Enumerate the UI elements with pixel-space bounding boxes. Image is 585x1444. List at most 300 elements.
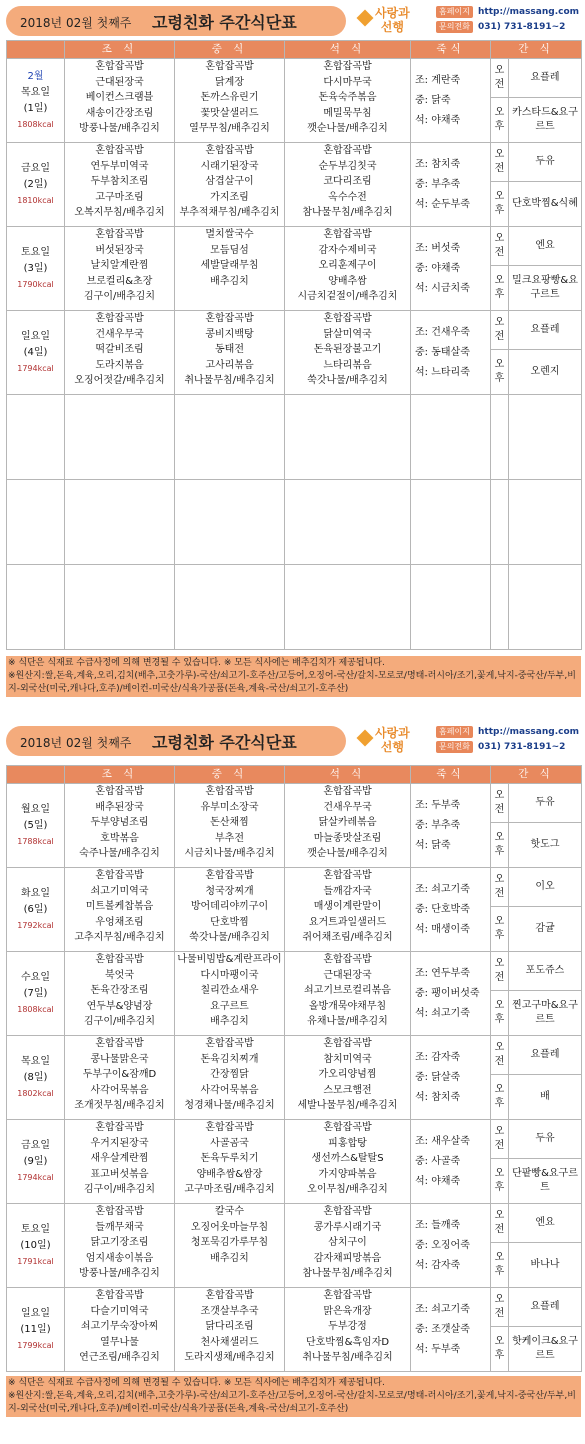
menu-item: 양배추쌈 xyxy=(328,275,367,287)
pm-label xyxy=(491,1327,509,1372)
day-label xyxy=(7,1120,65,1204)
menu-item: 우거지된장국 xyxy=(90,1137,149,1149)
menu-item: 날치알계란찜 xyxy=(90,260,149,271)
menu-item: 맑은육개장 xyxy=(323,1305,372,1317)
menu-item: 취나물무침/배추김치 xyxy=(302,1352,393,1363)
menu-item: 북엇국 xyxy=(105,969,134,981)
menu-item: 마늘종맛살조림 xyxy=(313,832,382,844)
snack-pm xyxy=(509,1075,582,1120)
empty-cell xyxy=(491,480,509,565)
menu-item: 호박볶음 xyxy=(100,832,139,844)
snack-am xyxy=(509,59,582,98)
menu-item: 혼합잡곡밥 xyxy=(323,229,372,240)
day-label xyxy=(7,227,65,311)
porridge-item: 석: 순두부죽 xyxy=(415,198,470,210)
col-snack: 간 식 xyxy=(491,41,582,59)
ampm-char: 오 xyxy=(494,317,505,328)
menu-item: 혼합잡곡밥 xyxy=(323,870,372,881)
menu-item: 닭계장 xyxy=(215,76,244,88)
breakfast-cell xyxy=(65,1036,175,1120)
menu-item: 혼합잡곡밥 xyxy=(323,313,372,324)
menu-item: 세발나물무침/배추김치 xyxy=(297,1100,398,1111)
menu-item: 콩가루시래기국 xyxy=(313,1221,382,1233)
snack-text: 카스타드&요구르트 xyxy=(512,107,578,132)
menu-item: 미트볼케찹볶음 xyxy=(85,901,154,912)
title-date: 2018년 02월 첫째주 xyxy=(20,16,132,30)
menu-item: 오징어옷마늘무침 xyxy=(190,1221,269,1233)
ampm-char: 전 xyxy=(494,1224,505,1235)
origin-text: ※원산지:쌀,돈육,계육,오리,김치(배추,고춧가루)-국산/쇠고기-호주산/고등어,오징어-국산/갈치-모로코/명태-러시아/조기,꽃게,낙지-중국산/두부,비지-외국산(미국,캐나다,호주)/베이컨-미국산/식육가공품(돈육,계육-국산/쇠고기-호주산) xyxy=(8,671,576,694)
menu-item: 쑥갓나물/배추김치 xyxy=(307,375,388,386)
empty-cell xyxy=(509,480,582,565)
ampm-char: 후 xyxy=(494,1266,505,1277)
porridge-item: 조: 쇠고기죽 xyxy=(415,1303,470,1315)
logo-line-1: 사랑과 xyxy=(375,726,410,740)
day-number: (8일) xyxy=(23,1071,48,1083)
snack-text: 핫케이크&요구르트 xyxy=(512,1336,578,1361)
menu-item: 다슬기미역국 xyxy=(90,1305,149,1317)
ampm-char: 오 xyxy=(494,1042,505,1053)
lunch-cell xyxy=(175,868,285,952)
ampm-char: 오 xyxy=(494,275,505,286)
pm-label xyxy=(491,350,509,395)
col-porridge: 죽식 xyxy=(411,766,491,784)
porridge-item: 석: 야채죽 xyxy=(415,1175,461,1187)
dinner-cell xyxy=(285,311,411,395)
menu-item: 요거트과일샐러드 xyxy=(308,916,387,928)
menu-item: 참치미역국 xyxy=(323,1053,372,1065)
ampm-char: 전 xyxy=(494,79,505,90)
empty-cell xyxy=(65,395,175,480)
menu-item: 방어데리야끼구이 xyxy=(190,901,269,912)
menu-item: 다시마무국 xyxy=(323,76,372,88)
empty-cell xyxy=(285,480,411,565)
snack-pm xyxy=(509,350,582,395)
snack-text: 엔요 xyxy=(535,1217,555,1228)
day-name: 토요일 xyxy=(21,1223,50,1235)
title-date: 2018년 02월 첫째주 xyxy=(20,736,132,750)
heart-icon xyxy=(357,730,374,747)
weekly-menu-sheet-2 xyxy=(0,716,585,1444)
am-label xyxy=(491,311,509,350)
lunch-cell xyxy=(175,1036,285,1120)
breakfast-cell xyxy=(65,784,175,868)
porridge-cell xyxy=(411,143,491,227)
phone-number: 031) 731-8191~2 xyxy=(478,742,566,752)
menu-item: 간장찜닭 xyxy=(210,1069,249,1080)
empty-cell xyxy=(491,395,509,480)
menu-item: 돈육간장조림 xyxy=(90,985,149,996)
snack-pm xyxy=(509,1327,582,1372)
porridge-cell xyxy=(411,952,491,1036)
menu-item: 혼합잡곡밥 xyxy=(95,1122,144,1133)
menu-item: 우엉채조림 xyxy=(95,916,144,928)
column-header-row xyxy=(7,766,582,784)
day-number: (5일) xyxy=(23,819,48,831)
porridge-item: 석: 야채죽 xyxy=(415,114,461,126)
snack-text: 찐고구마&요구르트 xyxy=(512,1000,578,1025)
porridge-item: 중: 오징어죽 xyxy=(415,1239,470,1251)
ampm-char: 오 xyxy=(494,107,505,118)
am-label xyxy=(491,59,509,98)
menu-item: 근대된장국 xyxy=(323,969,372,981)
homepage-link[interactable]: http://massang.com xyxy=(478,727,580,737)
menu-item: 혼합잡곡밥 xyxy=(95,61,144,72)
day-row xyxy=(7,1204,582,1243)
ampm-char: 후 xyxy=(494,1098,505,1109)
menu-item: 느타리볶음 xyxy=(323,359,372,371)
day-name: 월요일 xyxy=(21,803,50,815)
ampm-char: 후 xyxy=(494,205,505,216)
menu-item: 청경채나물/배추김치 xyxy=(184,1100,275,1111)
empty-cell xyxy=(7,480,65,565)
porridge-item: 석: 닭죽 xyxy=(415,839,451,851)
ampm-char: 후 xyxy=(494,1350,505,1361)
ampm-char: 오 xyxy=(494,1126,505,1137)
porridge-item: 중: 조갯살죽 xyxy=(415,1323,470,1335)
menu-item: 김구이/배추김치 xyxy=(84,1016,155,1027)
breakfast-cell xyxy=(65,59,175,143)
menu-item: 사각어묵볶음 xyxy=(200,1084,259,1096)
menu-item: 도라지생채/배추김치 xyxy=(184,1352,275,1363)
sheet-header xyxy=(0,0,585,44)
menu-item: 닭다리조림 xyxy=(205,1321,254,1332)
menu-item: 두부참치조림 xyxy=(90,176,149,187)
day-name: 화요일 xyxy=(21,887,50,899)
calorie-label: 1810kcal xyxy=(17,195,54,205)
lunch-cell xyxy=(175,1204,285,1288)
menu-item: 혼합잡곡밥 xyxy=(323,954,372,965)
day-row xyxy=(7,227,582,266)
ampm-char: 오 xyxy=(494,1294,505,1305)
menu-item: 돈육김치찌개 xyxy=(200,1053,259,1065)
dinner-cell xyxy=(285,952,411,1036)
day-row xyxy=(7,59,582,98)
lunch-cell xyxy=(175,311,285,395)
footnote xyxy=(6,656,581,697)
day-number: (6일) xyxy=(23,903,48,915)
menu-item: 닭살미역국 xyxy=(323,328,372,340)
menu-table xyxy=(6,40,582,650)
ampm-char: 오 xyxy=(494,790,505,801)
menu-item: 떡갈비조림 xyxy=(95,344,144,355)
porridge-cell xyxy=(411,868,491,952)
menu-item: 혼합잡곡밥 xyxy=(95,145,144,156)
menu-item: 양배추쌈&쌈장 xyxy=(196,1168,263,1180)
menu-item: 돈육두루치기 xyxy=(200,1153,259,1164)
menu-item: 콩비지백탕 xyxy=(205,328,254,340)
menu-item: 배추김치 xyxy=(210,1252,249,1264)
menu-item: 혼합잡곡밥 xyxy=(323,1122,372,1133)
porridge-item: 석: 매생이죽 xyxy=(415,923,470,935)
menu-item: 취나물무침/배추김치 xyxy=(184,375,275,386)
day-row xyxy=(7,952,582,991)
menu-item: 혼합잡곡밥 xyxy=(323,1038,372,1049)
logo-line-1: 사랑과 xyxy=(375,6,410,20)
phone-label: 문의전화 xyxy=(436,741,473,753)
day-name: 금요일 xyxy=(21,1139,50,1151)
menu-item: 메밀묵무침 xyxy=(323,107,372,119)
lunch-cell xyxy=(175,143,285,227)
snack-pm xyxy=(509,1243,582,1288)
menu-item: 조갯살부추국 xyxy=(200,1305,259,1317)
menu-item: 혼합잡곡밥 xyxy=(95,1206,144,1217)
snack-pm xyxy=(509,823,582,868)
page-title: 고령친화 주간식단표 xyxy=(152,13,297,32)
snack-am xyxy=(509,311,582,350)
col-porridge: 죽식 xyxy=(411,41,491,59)
breakfast-cell xyxy=(65,227,175,311)
porridge-item: 중: 야채죽 xyxy=(415,262,461,274)
pm-label xyxy=(491,266,509,311)
menu-item: 돈육된장불고기 xyxy=(313,344,382,355)
day-label xyxy=(7,952,65,1036)
day-name: 일요일 xyxy=(21,330,50,342)
menu-item: 매생이계란말이 xyxy=(313,901,382,912)
menu-item: 건새우무국 xyxy=(95,328,144,340)
ampm-char: 오 xyxy=(494,1168,505,1179)
menu-item: 버섯된장국 xyxy=(95,244,144,256)
ampm-char: 전 xyxy=(494,1308,505,1319)
menu-item: 칼국수 xyxy=(215,1206,244,1217)
menu-item: 청포묵김가루무침 xyxy=(190,1237,269,1248)
dinner-cell xyxy=(285,143,411,227)
porridge-item: 조: 참치죽 xyxy=(415,158,461,170)
menu-item: 브로컬리&초장 xyxy=(86,275,153,287)
menu-item: 들깨무채국 xyxy=(95,1221,144,1233)
porridge-item: 석: 두부죽 xyxy=(415,1343,461,1355)
menu-item: 유채나물/배추김치 xyxy=(307,1016,388,1027)
day-label xyxy=(7,1204,65,1288)
menu-item: 올방개묵야채무침 xyxy=(308,1000,387,1012)
ampm-char: 전 xyxy=(494,331,505,342)
menu-item: 깻순나물/배추김치 xyxy=(307,848,388,859)
column-header-row xyxy=(7,41,582,59)
menu-item: 고구마조림/배추김치 xyxy=(184,1184,275,1195)
ampm-char: 후 xyxy=(494,930,505,941)
menu-item: 혼합잡곡밥 xyxy=(323,145,372,156)
menu-item: 시금치겉절이/배추김치 xyxy=(297,291,398,302)
porridge-item: 중: 닭살죽 xyxy=(415,1071,461,1083)
menu-item: 돈산채찜 xyxy=(210,817,249,828)
empty-row xyxy=(7,395,582,480)
am-label xyxy=(491,952,509,991)
dinner-cell xyxy=(285,1120,411,1204)
menu-item: 엄지새송이볶음 xyxy=(85,1252,154,1264)
snack-text: 두유 xyxy=(535,156,555,167)
menu-item: 콩나물맑은국 xyxy=(90,1053,149,1065)
menu-item: 혼합잡곡밥 xyxy=(323,1206,372,1217)
menu-item: 연두부미역국 xyxy=(90,160,149,172)
snack-text: 이오 xyxy=(535,881,555,892)
title-bar xyxy=(6,6,346,36)
day-number: (4일) xyxy=(23,346,48,358)
menu-item: 방풍나물/배추김치 xyxy=(79,123,160,134)
title-bar xyxy=(6,726,346,756)
snack-text: 요플레 xyxy=(530,72,560,83)
ampm-char: 오 xyxy=(494,149,505,160)
pm-label xyxy=(491,182,509,227)
menu-item: 참나물무침/배추김치 xyxy=(302,1268,393,1279)
porridge-item: 중: 사골죽 xyxy=(415,1155,461,1167)
menu-item: 고사리볶음 xyxy=(205,359,254,371)
breakfast-cell xyxy=(65,952,175,1036)
menu-item: 세발달래무침 xyxy=(200,260,259,271)
menu-item: 삼겹살구이 xyxy=(205,176,254,187)
menu-item: 삼치구이 xyxy=(328,1237,367,1248)
menu-item: 돈육숙주볶음 xyxy=(318,92,377,103)
snack-am xyxy=(509,868,582,907)
calorie-label: 1790kcal xyxy=(17,279,54,289)
empty-cell xyxy=(411,565,491,650)
menu-item: 숙주나물/배추김치 xyxy=(79,848,160,859)
menu-item: 오이무침/배추김치 xyxy=(307,1184,388,1195)
sheet-header xyxy=(0,720,585,764)
menu-item: 단호박찜 xyxy=(210,916,249,928)
col-lunch: 중 식 xyxy=(175,766,285,784)
snack-text: 단호박찜&식혜 xyxy=(512,198,578,209)
ampm-char: 오 xyxy=(494,1336,505,1347)
empty-row xyxy=(7,565,582,650)
empty-cell xyxy=(175,565,285,650)
calorie-label: 1808kcal xyxy=(17,1004,54,1014)
day-label xyxy=(7,1288,65,1372)
snack-am xyxy=(509,952,582,991)
pm-label xyxy=(491,1159,509,1204)
day-label xyxy=(7,1036,65,1120)
menu-item: 건새우무국 xyxy=(323,801,372,813)
porridge-item: 조: 두부죽 xyxy=(415,799,461,811)
footnote-text: ※ 식단은 식재료 수급사정에 의해 변경될 수 있습니다. ※ 모든 식사에는 배추김치가 제공됩니다. xyxy=(8,1378,385,1388)
empty-cell xyxy=(65,565,175,650)
dinner-cell xyxy=(285,227,411,311)
menu-item: 요구르트 xyxy=(210,1000,249,1012)
calorie-label: 1802kcal xyxy=(17,1088,54,1098)
menu-item: 청국장찌개 xyxy=(205,885,254,897)
calorie-label: 1794kcal xyxy=(17,1172,54,1182)
porridge-item: 중: 부추죽 xyxy=(415,178,461,190)
day-label xyxy=(7,59,65,143)
day-number: (2일) xyxy=(23,178,48,190)
menu-item: 혼합잡곡밥 xyxy=(205,1038,254,1049)
snack-am xyxy=(509,143,582,182)
am-label xyxy=(491,784,509,823)
snack-text: 두유 xyxy=(535,797,555,808)
snack-text: 요플레 xyxy=(530,324,560,335)
menu-item: 감자채피망볶음 xyxy=(313,1252,382,1264)
month-mark: 2월 xyxy=(27,70,44,82)
day-name: 목요일 xyxy=(21,1055,50,1067)
porridge-cell xyxy=(411,311,491,395)
porridge-item: 중: 단호박죽 xyxy=(415,903,470,915)
dinner-cell xyxy=(285,784,411,868)
menu-item: 혼합잡곡밥 xyxy=(95,313,144,324)
snack-pm xyxy=(509,907,582,952)
day-label xyxy=(7,784,65,868)
empty-cell xyxy=(175,480,285,565)
brand-logo xyxy=(355,4,420,40)
porridge-item: 조: 계란죽 xyxy=(415,74,461,86)
empty-cell xyxy=(411,395,491,480)
empty-cell xyxy=(7,565,65,650)
menu-item: 연근조림/배추김치 xyxy=(79,1352,160,1363)
menu-item: 쇠고기무숙장아찌 xyxy=(80,1321,159,1332)
pm-label xyxy=(491,98,509,143)
menu-item: 시래기된장국 xyxy=(200,160,259,172)
menu-item: 닭고기장조림 xyxy=(90,1237,149,1248)
day-number: (7일) xyxy=(23,987,48,999)
menu-item: 부추전 xyxy=(215,832,244,844)
menu-item: 쑥갓나물/배추김치 xyxy=(189,932,270,943)
homepage-label: 홈페이지 xyxy=(436,6,473,18)
breakfast-cell xyxy=(65,143,175,227)
phone-label: 문의전화 xyxy=(436,21,473,33)
menu-item: 혼합잡곡밥 xyxy=(205,1290,254,1301)
empty-cell xyxy=(175,395,285,480)
menu-item: 배추김치 xyxy=(210,275,249,287)
col-dinner: 석 식 xyxy=(285,766,411,784)
day-row xyxy=(7,311,582,350)
col-snack: 간 식 xyxy=(491,766,582,784)
snack-am xyxy=(509,784,582,823)
menu-item: 참나물무침/배추김치 xyxy=(302,207,393,218)
menu-item: 혼합잡곡밥 xyxy=(205,145,254,156)
menu-item: 혼합잡곡밥 xyxy=(323,61,372,72)
menu-item: 혼합잡곡밥 xyxy=(205,61,254,72)
homepage-link[interactable]: http://massang.com xyxy=(478,7,580,17)
porridge-item: 조: 감자죽 xyxy=(415,1051,461,1063)
ampm-char: 후 xyxy=(494,373,505,384)
menu-item: 열무나물 xyxy=(100,1336,139,1348)
empty-cell xyxy=(411,480,491,565)
porridge-item: 조: 새우살죽 xyxy=(415,1135,470,1147)
dinner-cell xyxy=(285,1204,411,1288)
porridge-cell xyxy=(411,1288,491,1372)
porridge-item: 조: 들깨죽 xyxy=(415,1219,461,1231)
menu-item: 혼합잡곡밥 xyxy=(95,786,144,797)
menu-item: 나물비빔밥&계란프라이 xyxy=(177,954,282,965)
footnote xyxy=(6,1376,581,1417)
menu-item: 혼합잡곡밥 xyxy=(95,229,144,240)
dinner-cell xyxy=(285,1036,411,1120)
ampm-char: 오 xyxy=(494,191,505,202)
footnote-text: ※ 식단은 식재료 수급사정에 의해 변경될 수 있습니다. ※ 모든 식사에는 배추김치가 제공됩니다. xyxy=(8,658,385,668)
menu-item: 두부강정 xyxy=(328,1321,367,1332)
ampm-char: 전 xyxy=(494,247,505,258)
menu-item: 혼합잡곡밥 xyxy=(323,786,372,797)
menu-item: 혼합잡곡밥 xyxy=(205,1122,254,1133)
menu-item: 배추된장국 xyxy=(95,801,144,813)
snack-pm xyxy=(509,266,582,311)
menu-item: 김구이/배추김치 xyxy=(84,1184,155,1195)
menu-item: 혼합잡곡밥 xyxy=(95,1290,144,1301)
menu-item: 두부양념조림 xyxy=(90,817,149,828)
menu-item: 칠리깐쇼새우 xyxy=(200,985,259,996)
day-name: 금요일 xyxy=(21,162,50,174)
menu-item: 사골곰국 xyxy=(210,1137,249,1149)
porridge-cell xyxy=(411,59,491,143)
porridge-item: 조: 쇠고기죽 xyxy=(415,883,470,895)
menu-item: 도라지볶음 xyxy=(95,359,144,371)
menu-item: 코다리조림 xyxy=(323,176,372,187)
menu-item: 새우살계란찜 xyxy=(90,1153,149,1164)
day-name: 일요일 xyxy=(21,1307,50,1319)
menu-item: 가오리양념찜 xyxy=(318,1069,377,1080)
snack-text: 포도쥬스 xyxy=(525,965,565,976)
corner-cell xyxy=(7,766,65,784)
dinner-cell xyxy=(285,59,411,143)
menu-item: 가지양파볶음 xyxy=(318,1168,377,1180)
